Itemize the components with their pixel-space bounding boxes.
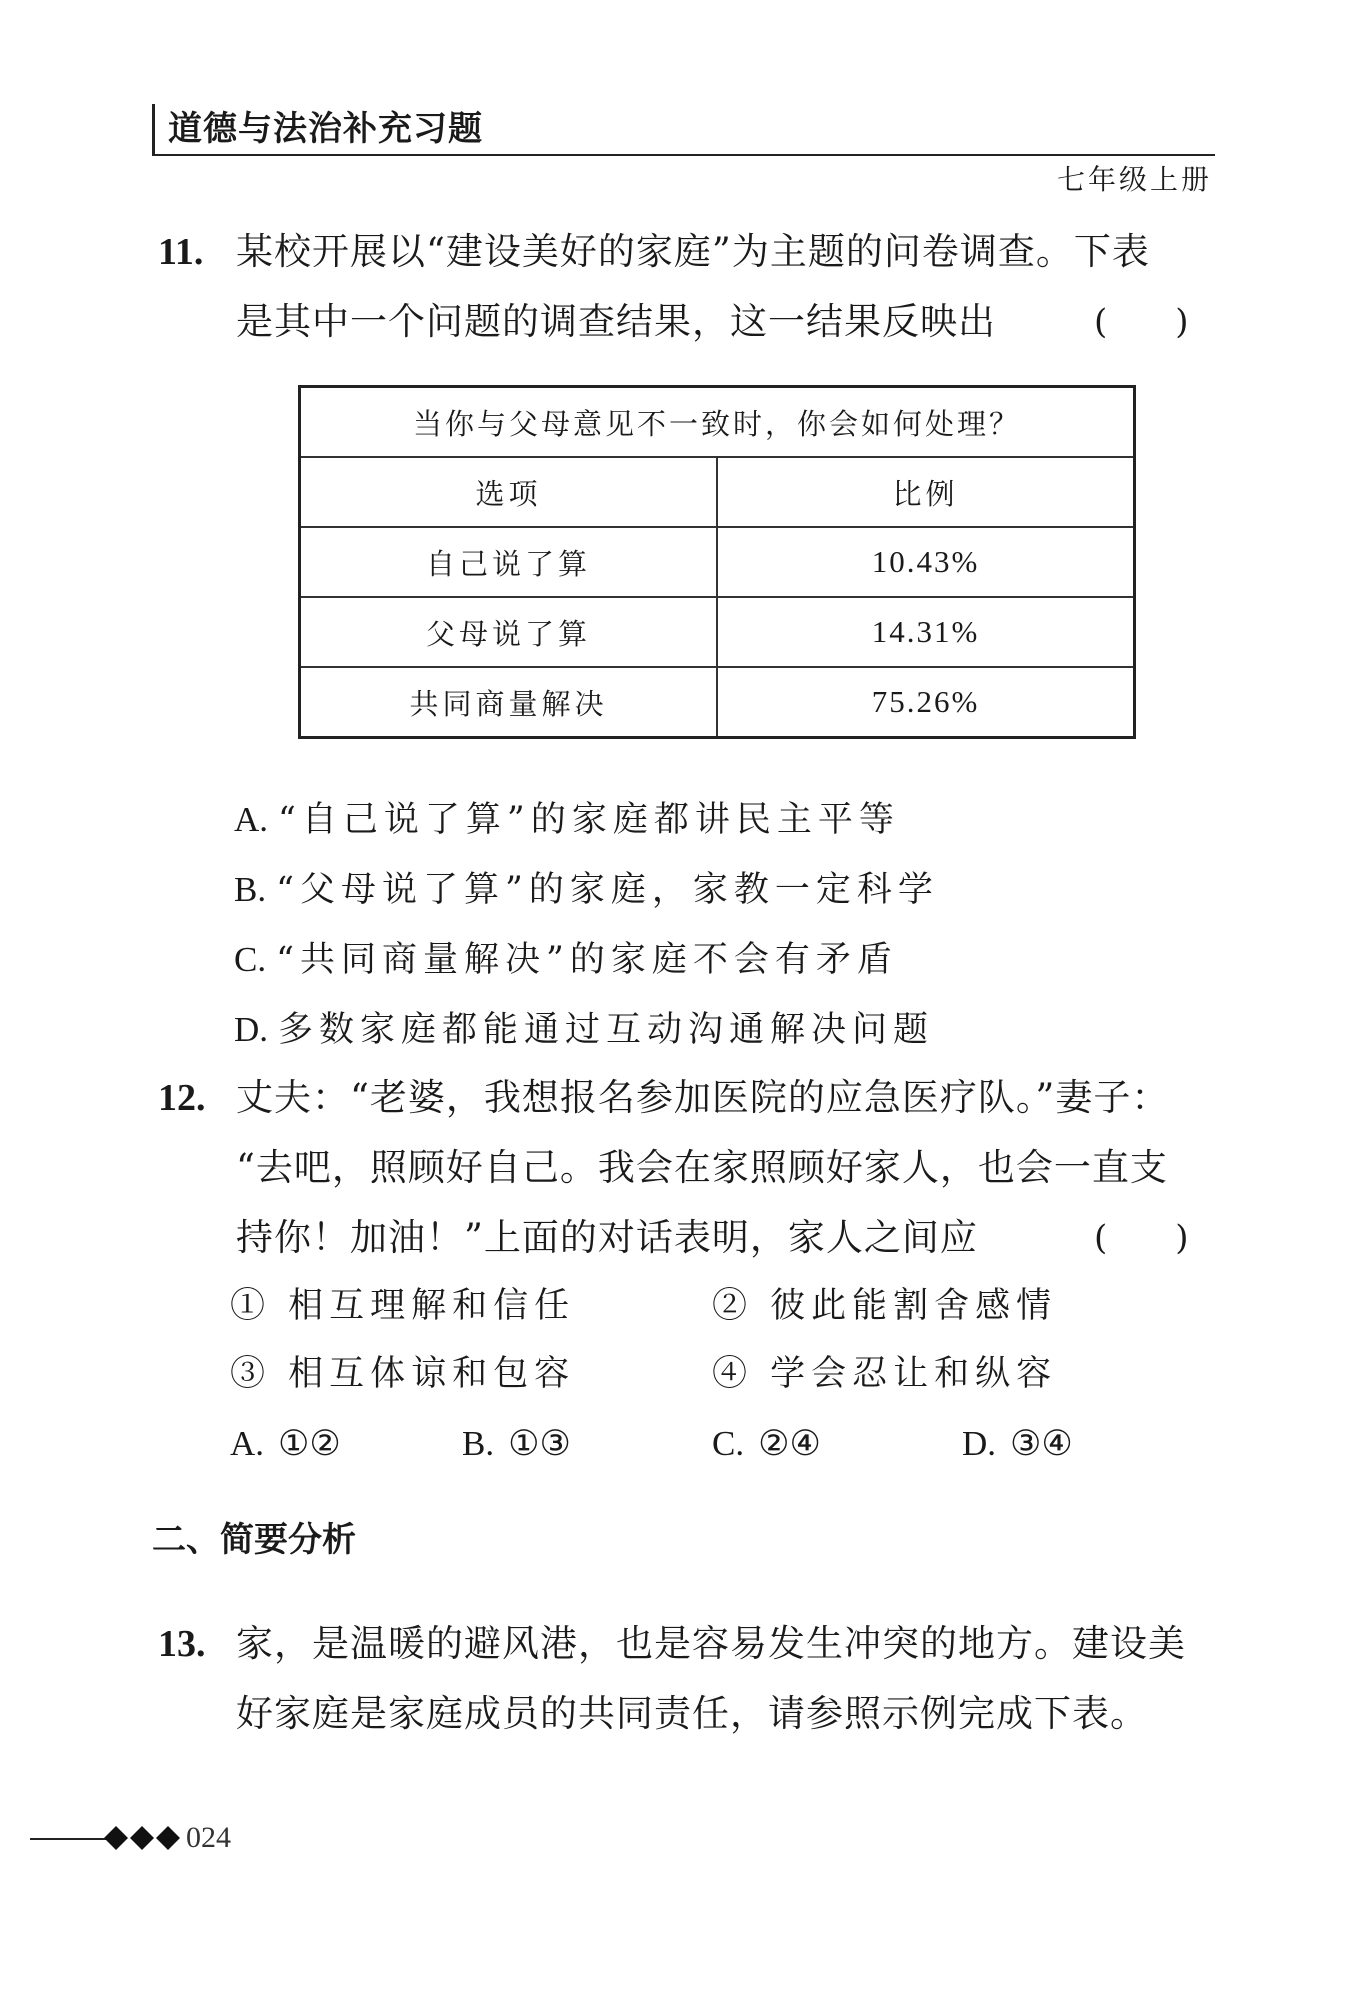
question-12-line-1: 丈夫：“老婆，我想报名参加医院的应急医疗队。”妻子： bbox=[236, 1076, 1170, 1119]
table-cell-option: 共同商量解决 bbox=[300, 667, 718, 738]
question-11-line-1: 某校开展以“建设美好的家庭”为主题的问卷调查。下表 bbox=[236, 230, 1150, 273]
question-11-answer-paren[interactable]: ( ) bbox=[1094, 302, 1189, 342]
table-header-ratio: 比例 bbox=[717, 457, 1135, 527]
table-cell-option: 父母说了算 bbox=[300, 597, 718, 667]
question-13-number: 13. bbox=[158, 1623, 206, 1665]
choice-label: C. bbox=[712, 1424, 745, 1463]
choice-label: D. bbox=[962, 1424, 997, 1463]
statement-1: ① 相互理解和信任 bbox=[230, 1286, 576, 1326]
option-text: “自己说了算”的家庭都讲民主平等 bbox=[278, 800, 900, 840]
option-b[interactable] bbox=[234, 862, 939, 918]
option-text: “共同商量解决”的家庭不会有矛盾 bbox=[276, 940, 898, 980]
table-header-option: 选项 bbox=[300, 457, 718, 527]
question-12-line-2: “去吧，照顾好自己。我会在家照顾好家人，也会一直支 bbox=[236, 1146, 1168, 1189]
choice-label: A. bbox=[230, 1424, 265, 1463]
grade-label: 七年级上册 bbox=[1056, 163, 1212, 196]
page-number: 024 bbox=[186, 1821, 231, 1854]
table-cell-ratio: 14.31% bbox=[717, 597, 1135, 667]
option-text: “父母说了算”的家庭，家教一定科学 bbox=[276, 870, 939, 910]
table-cell-ratio: 10.43% bbox=[717, 527, 1135, 597]
question-13-line-1: 家，是温暖的避风港，也是容易发生冲突的地方。建设美 bbox=[236, 1622, 1186, 1665]
option-text: 多数家庭都能通过互动沟通解决问题 bbox=[278, 1010, 935, 1050]
question-12-number: 12. bbox=[158, 1077, 206, 1119]
table-row bbox=[300, 527, 1135, 597]
choice-d[interactable] bbox=[962, 1416, 1073, 1472]
option-label: B. bbox=[234, 870, 267, 909]
option-d[interactable] bbox=[234, 1002, 934, 1058]
choice-text: ①② bbox=[278, 1424, 341, 1464]
choice-b[interactable] bbox=[462, 1416, 571, 1472]
table-caption: 当你与父母意见不一致时，你会如何处理？ bbox=[300, 387, 1135, 458]
choice-a[interactable] bbox=[230, 1416, 341, 1472]
table-row bbox=[300, 597, 1135, 667]
question-11-number: 11. bbox=[158, 231, 204, 273]
statement-3: ③ 相互体谅和包容 bbox=[230, 1354, 576, 1394]
table-cell-option: 自己说了算 bbox=[300, 527, 718, 597]
footer-rule bbox=[30, 1838, 114, 1840]
option-label: A. bbox=[234, 800, 269, 839]
diamond-ornament-icon bbox=[104, 1818, 184, 1858]
statement-2: ② 彼此能割舍感情 bbox=[712, 1286, 1058, 1326]
question-11-line-2: 是其中一个问题的调查结果，这一结果反映出 bbox=[236, 300, 996, 343]
table-row bbox=[300, 667, 1135, 738]
question-12-answer-paren[interactable]: ( ) bbox=[1094, 1218, 1189, 1258]
statement-4: ④ 学会忍让和纵容 bbox=[712, 1354, 1058, 1394]
table-cell-ratio: 75.26% bbox=[717, 667, 1135, 738]
section-heading: 二、简要分析 bbox=[152, 1520, 356, 1560]
option-c[interactable] bbox=[234, 932, 898, 988]
choice-label: B. bbox=[462, 1424, 495, 1463]
choice-text: ③④ bbox=[1010, 1424, 1073, 1464]
question-12-line-3: 持你！加油！”上面的对话表明，家人之间应 bbox=[236, 1216, 978, 1259]
option-a[interactable] bbox=[234, 792, 900, 848]
option-label: D. bbox=[234, 1010, 269, 1049]
choice-text: ②④ bbox=[758, 1424, 821, 1464]
option-label: C. bbox=[234, 940, 267, 979]
question-13-line-2: 好家庭是家庭成员的共同责任，请参照示例完成下表。 bbox=[236, 1692, 1148, 1735]
choice-c[interactable] bbox=[712, 1416, 821, 1472]
book-title: 道德与法治补充习题 bbox=[168, 109, 483, 149]
survey-table bbox=[298, 385, 1136, 739]
choice-text: ①③ bbox=[508, 1424, 571, 1464]
